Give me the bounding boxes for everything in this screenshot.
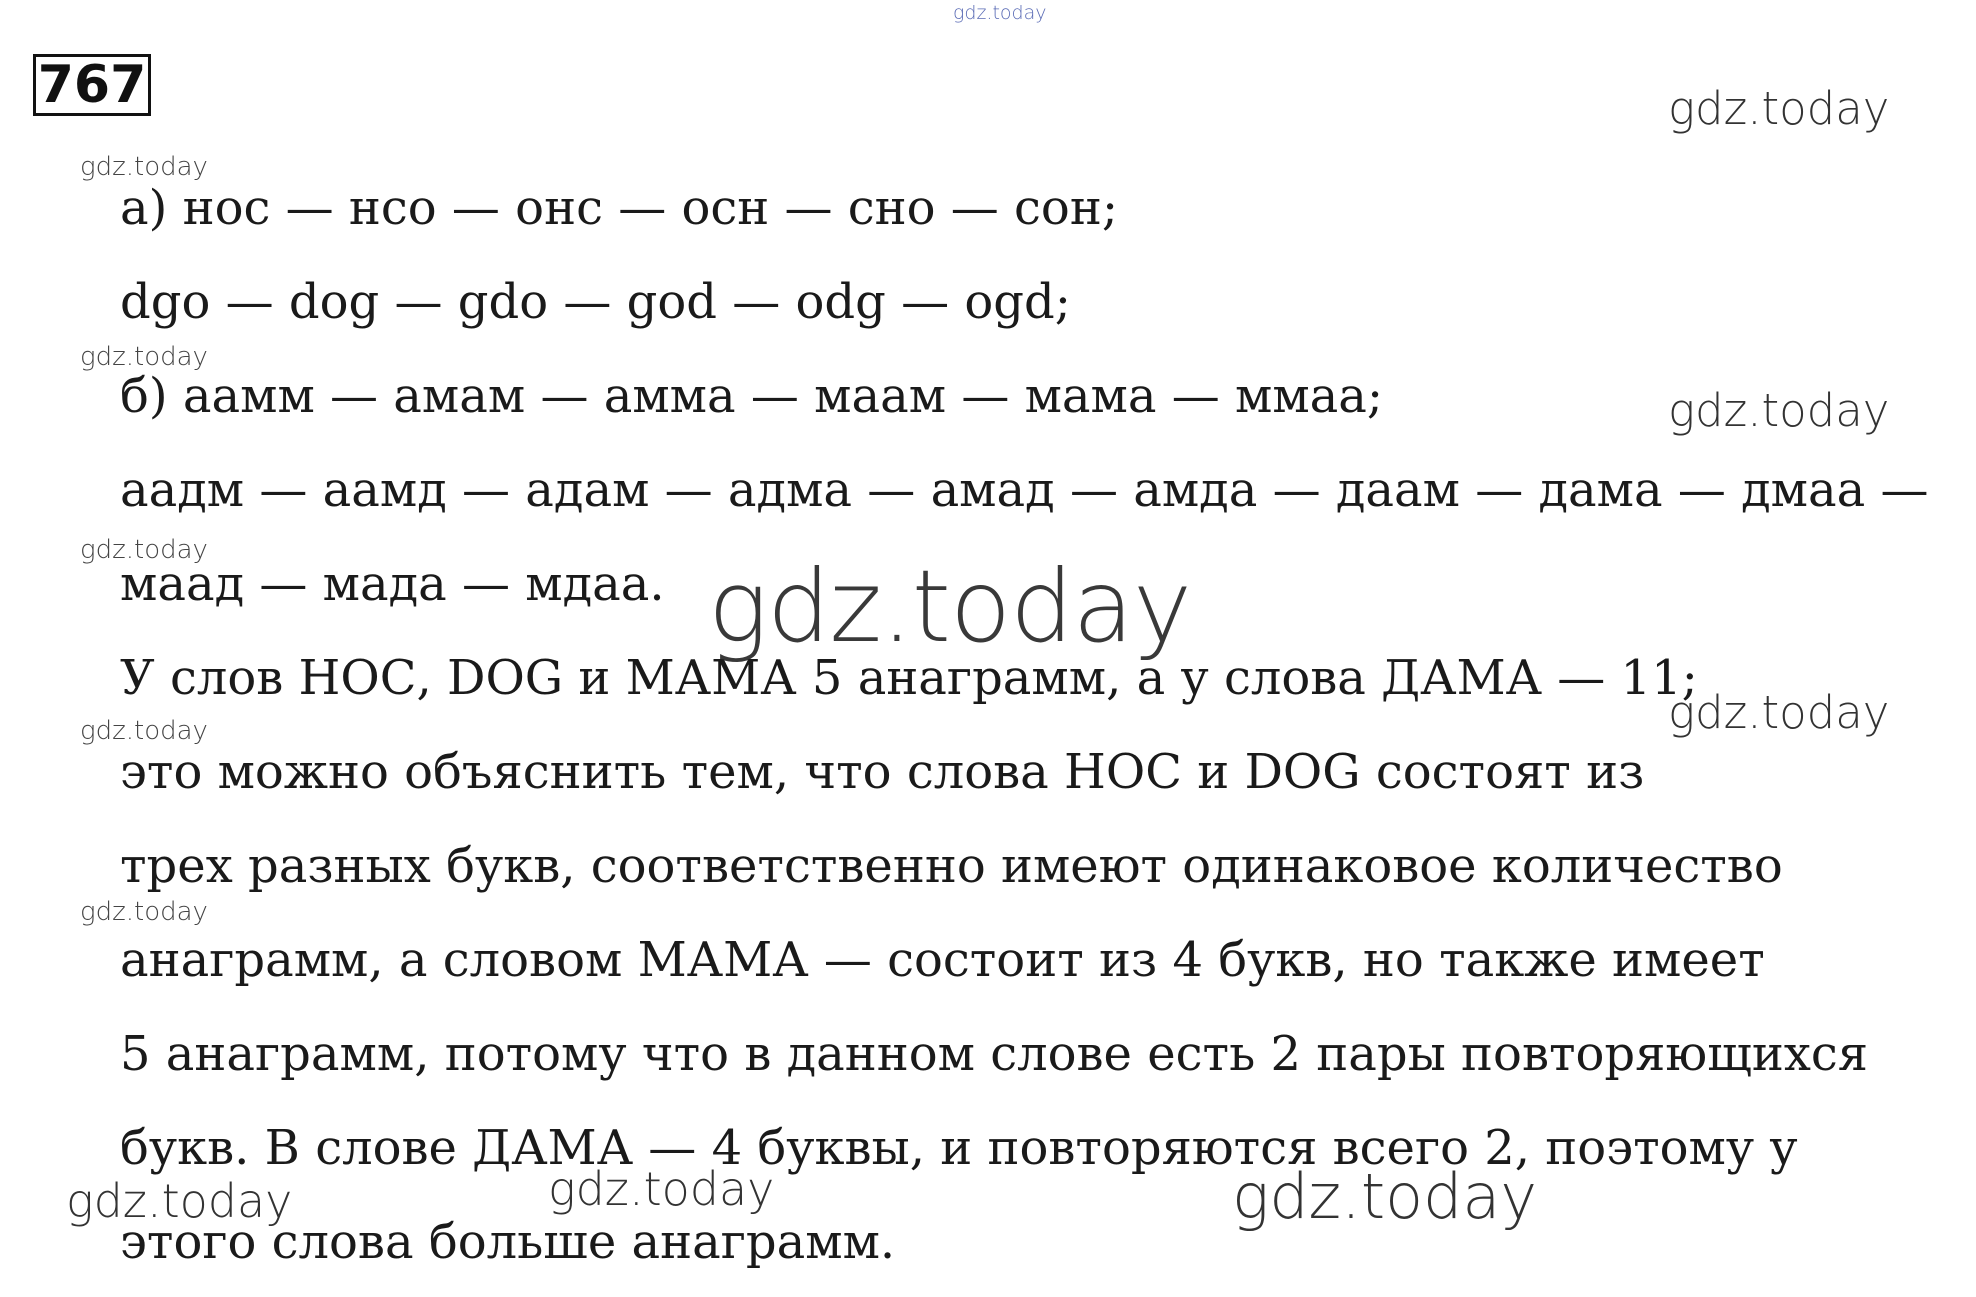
text-line-11: букв. В слове ДАМА — 4 буквы, и повторяются всего 2, поэтому у — [120, 1120, 1798, 1176]
watermark-bottom-mid: gdz.today — [548, 1162, 775, 1216]
task-number-box: 767 — [33, 54, 151, 116]
watermark-right-2: gdz.today — [1668, 384, 1890, 437]
watermark-left-2: gdz.today — [80, 342, 208, 372]
watermark-top: gdz.today — [953, 2, 1047, 24]
text-line-4: аадм — аамд — адам — адма — амад — амда — даам — дама — дмаа — — [120, 462, 1929, 518]
watermark-bottom-right: gdz.today — [1232, 1160, 1538, 1233]
watermark-left-4: gdz.today — [80, 716, 208, 746]
watermark-left-1: gdz.today — [80, 152, 208, 182]
watermark-bottom-left: gdz.today — [66, 1174, 293, 1228]
watermark-right-3: gdz.today — [1668, 686, 1890, 739]
text-line-8: трех разных букв, соответственно имеют одинаковое количество — [120, 838, 1783, 894]
text-line-6: У слов НОС, DOG и МАМА 5 анаграмм, а у слова ДАМА — 11; — [120, 650, 1698, 706]
watermark-left-5: gdz.today — [80, 897, 208, 927]
text-line-7: это можно объяснить тем, что слова НОС и DOG состоят из — [120, 744, 1645, 800]
watermark-left-3: gdz.today — [80, 535, 208, 565]
text-line-9: анаграмм, а словом МАМА — состоит из 4 букв, но также имеет — [120, 932, 1765, 988]
text-line-5: маад — мада — мдаа. — [120, 556, 665, 612]
text-line-3: б) аамм — амам — амма — маам — мама — ммаа; — [120, 368, 1384, 424]
text-line-2: dgo — dog — gdo — god — odg — ogd; — [120, 274, 1071, 330]
text-line-1: а) нос — нсо — онс — осн — сно — сон; — [120, 180, 1118, 236]
watermark-right-1: gdz.today — [1668, 82, 1890, 135]
text-line-12: этого слова больше анаграмм. — [120, 1214, 896, 1270]
watermark-center-big: gdz.today — [708, 548, 1192, 665]
text-line-10: 5 анаграмм, потому что в данном слове есть 2 пары повторяющихся — [120, 1026, 1869, 1082]
